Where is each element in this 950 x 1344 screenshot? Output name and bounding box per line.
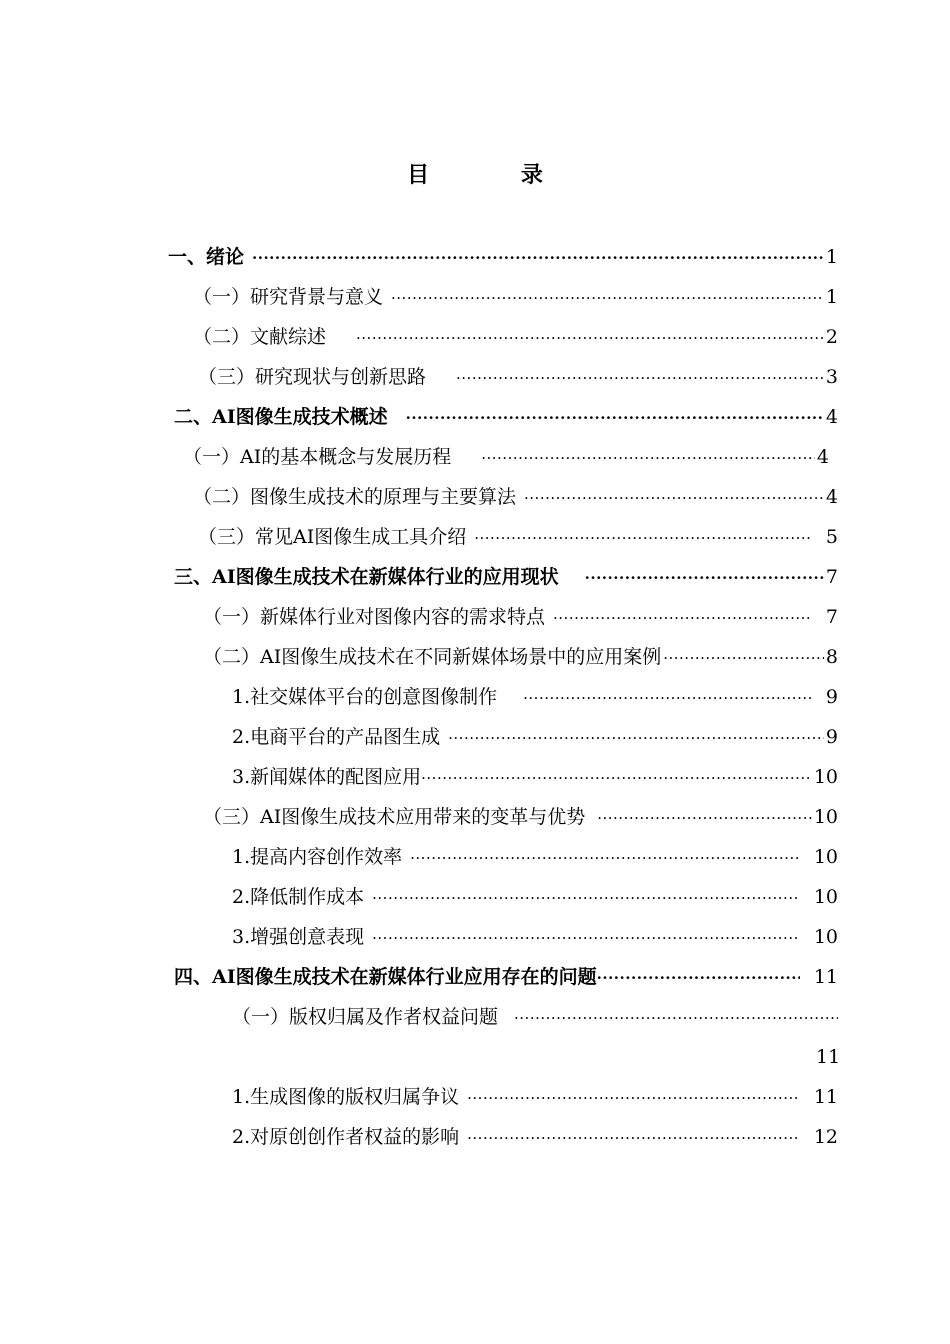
toc-entry-page: 4 [825, 486, 838, 508]
toc-entry-page: 9 [825, 686, 838, 708]
dot-leader [514, 1003, 838, 1031]
toc-entry-label: （二）图像生成技术的原理与主要算法 [193, 486, 517, 508]
toc-entry-3[interactable] [193, 323, 838, 351]
toc-entry-page: 11 [813, 1086, 838, 1108]
toc-entry-16[interactable] [232, 843, 838, 871]
dot-leader [356, 323, 824, 351]
toc-entry-page: 8 [825, 646, 838, 668]
toc-entry-label: 3.新闻媒体的配图应用 [232, 766, 422, 788]
toc-entry-7[interactable] [193, 483, 838, 511]
toc-entry-label: 一、绪论 [168, 246, 245, 268]
dot-leader [597, 803, 812, 831]
toc-entry-page: 12 [813, 1126, 838, 1148]
dot-leader [410, 843, 800, 871]
dot-leader [372, 883, 800, 911]
toc-entry-page: 2 [825, 326, 838, 348]
toc-entry-label: （三）研究现状与创新思路 [198, 366, 427, 388]
toc-entry-14[interactable] [232, 763, 838, 791]
dot-leader [524, 483, 824, 511]
toc-entry-21[interactable] [232, 1083, 838, 1111]
toc-entry-page: 10 [813, 766, 838, 788]
dot-leader [252, 243, 824, 271]
toc-entry-label: 2.降低制作成本 [232, 886, 365, 908]
toc-entry-page: 1 [825, 286, 838, 308]
dot-leader [456, 363, 824, 391]
dot-leader [406, 403, 824, 431]
toc-entry-page: 10 [813, 886, 838, 908]
toc-entry-19[interactable] [174, 963, 838, 991]
toc-entry-17[interactable] [232, 883, 838, 911]
dot-leader [597, 963, 800, 991]
dot-leader [481, 443, 815, 471]
dot-leader [663, 643, 824, 671]
toc-entry-11[interactable] [203, 643, 838, 671]
toc-entry-page: 11 [813, 966, 838, 988]
toc-entry-label: 1.生成图像的版权归属争议 [232, 1086, 460, 1108]
toc-entry-20[interactable] [232, 1003, 838, 1031]
toc-entry-13[interactable] [232, 723, 838, 751]
toc-entry-label: （一）AI的基本概念与发展历程 [183, 446, 452, 468]
toc-entry-page: 7 [825, 566, 838, 588]
toc-entry-label: （一）版权归属及作者权益问题 [232, 1006, 499, 1028]
toc-entry-page: 11 [816, 1046, 841, 1068]
toc-entry-4[interactable] [198, 363, 838, 391]
toc-entry-9[interactable] [174, 563, 838, 591]
toc-entry-label: 2.电商平台的产品图生成 [232, 726, 441, 748]
dot-leader [523, 683, 812, 711]
toc-entry-label: 四、AI图像生成技术在新媒体行业应用存在的问题 [174, 966, 597, 988]
dot-leader [391, 283, 824, 311]
toc-entry-15[interactable] [203, 803, 838, 831]
dot-leader [372, 923, 800, 951]
toc-entry-12[interactable] [232, 683, 838, 711]
toc-entry-label: 三、AI图像生成技术在新媒体行业的应用现状 [174, 566, 559, 588]
toc-entry-1[interactable] [168, 243, 838, 271]
toc-entry-page: 10 [813, 926, 838, 948]
dot-leader [585, 563, 824, 591]
toc-entry-label: 1.社交媒体平台的创意图像制作 [232, 686, 498, 708]
toc-entry-page: 10 [813, 806, 838, 828]
toc-entry-page: 3 [825, 366, 838, 388]
dot-leader [467, 1083, 800, 1111]
toc-entry-18[interactable] [232, 923, 838, 951]
toc-entry-label: （二）文献综述 [193, 326, 327, 348]
toc-entry-label: （一）新媒体行业对图像内容的需求特点 [203, 606, 546, 628]
toc-entry-label: 二、AI图像生成技术概述 [174, 406, 388, 428]
toc-title: 目 录 [407, 162, 585, 188]
dot-leader [474, 523, 812, 551]
dot-leader [421, 763, 812, 791]
toc-entry-6[interactable] [183, 443, 829, 471]
toc-entry-page: 7 [825, 606, 838, 628]
toc-entry-page: 5 [825, 526, 838, 548]
toc-entry-5[interactable] [174, 403, 838, 431]
toc-entry-label: 1.提高内容创作效率 [232, 846, 403, 868]
dot-leader [448, 723, 824, 751]
toc-entry-label: （二）AI图像生成技术在不同新媒体场景中的应用案例 [203, 646, 662, 668]
toc-entry-label: （一）研究背景与意义 [193, 286, 384, 308]
toc-entry-2[interactable] [193, 283, 838, 311]
toc-entry-page: 4 [816, 446, 829, 468]
toc-entry-page: 10 [813, 846, 838, 868]
toc-entry-label: （三）常见AI图像生成工具介绍 [198, 526, 467, 548]
toc-entry-page: 1 [825, 246, 838, 268]
toc-entry-label: （三）AI图像生成技术应用带来的变革与优势 [203, 806, 586, 828]
toc-entry-page: 4 [825, 406, 838, 428]
toc-entry-label: 2.对原创创作者权益的影响 [232, 1126, 460, 1148]
toc-entry-label: 3.增强创意表现 [232, 926, 365, 948]
dot-leader [553, 603, 812, 631]
toc-entry-10[interactable] [203, 603, 838, 631]
toc-entry-8[interactable] [198, 523, 838, 551]
toc-entry-22[interactable] [232, 1123, 838, 1151]
toc-entry-page: 9 [825, 726, 838, 748]
dot-leader [467, 1123, 800, 1151]
